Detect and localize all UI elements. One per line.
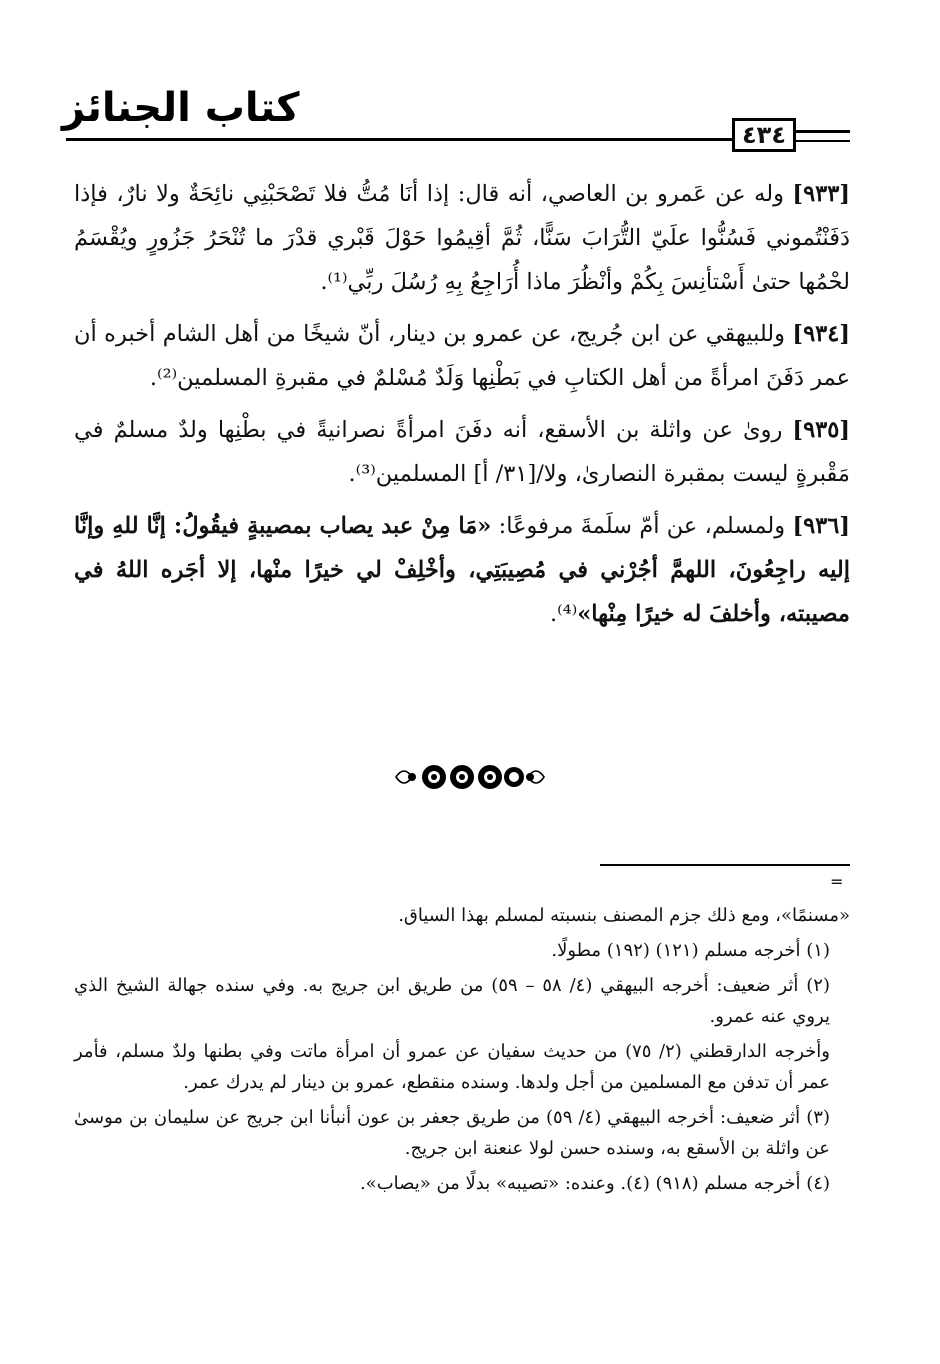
- main-text: [74, 172, 850, 644]
- paragraph-934: [74, 312, 850, 400]
- paragraph-933: [74, 172, 850, 304]
- footnote-continuation: «مسنمًا»، ومع ذلك جزم المصنف بنسبته لمسلم بهذا السياق.: [398, 905, 850, 926]
- footnote-3: (٣) أثر ضعيف: أخرجه البيهقي (٤/ ٥٩) من طريق جعفر بن عون أنبأنا ابن جريج عن سليمان بن موسىٰ عن واثلة بن الأسقع به، وسنده حسن لولا عنعنة ابن جريج.: [74, 1107, 830, 1159]
- footnote-marker: ⁽⁴⁾.: [549, 601, 578, 627]
- paragraph-text: وله عن عَمرو بن العاصي، أنه قال: إذا أنَا مُتُّ فلا تَصْحَبْنِي نائِحَةٌ ولا نارٌ، فإذا دَفَنْتُموني فَسُنُّوا علَيّ التُّرَابَ سَنًّا، ثُمَّ أقِيمُوا حَوْلَ قَبْري قدْرَ ما تُنْحَرُ جَزُورٍ ويُقْسَمُ لحْمُها حتىٰ أَسْتأنِسَ بِكُمْ وأنْظُرَ ماذا أُرَاجِعُ بِهِ رُسُلَ ربِّي⁽¹⁾.: [74, 181, 850, 295]
- footnote-2: (٢) أثر ضعيف: أخرجه البيهقي (٤/ ٥٨ – ٥٩) من طريق ابن جريج به. وفي سنده جهالة الشيخ الذي يروي عنه عمرو.: [74, 975, 830, 1027]
- hadith-number: [٩٣٤]: [792, 321, 850, 347]
- chapter-title: كتاب الجنائز: [62, 85, 300, 131]
- header-rule-right-lower: [796, 140, 850, 142]
- hadith-quote: «مَا مِنْ عبد يصاب بمصيبةٍ فيقُولُ: إنَّا للهِ وإنَّا إليه راجِعُونَ، اللهمَّ أجُرْني في مُصِيبَتِي، وأخْلِفْ لي خيرًا منْها، إلا أجَره اللهُ في مصيبته، وأخلفَ له خيرًا مِنْها»: [74, 513, 850, 627]
- footnote-4: (٤) أخرجه مسلم (٩١٨) (٤). وعنده: «تصيبه» بدلًا من «يصاب».: [359, 1173, 830, 1194]
- footnote-separator: [600, 864, 850, 866]
- ornament-divider-icon: [390, 760, 550, 794]
- header-rule-right: [796, 130, 850, 133]
- hadith-number: [٩٣٥]: [792, 417, 850, 443]
- hadith-number: [٩٣٣]: [792, 181, 850, 207]
- footnote-1: (١) أخرجه مسلم (١٢١) (١٩٢) مطولًا.: [551, 940, 830, 961]
- hadith-number: [٩٣٦]: [792, 513, 851, 539]
- paragraph-text: روىٰ عن واثلة بن الأسقع، أنه دفَنَ امرأةً نصرانيةً في بطْنِها ولدٌ مسلمٌ في مَقْبرةٍ ليست بمقبرة النصارىٰ، ولا/[٣١/ أ] المسلمين⁽³⁾.: [74, 417, 850, 487]
- footnote-2-continued: وأخرجه الدارقطني (٢/ ٧٥) من حديث سفيان عن عمرو أن امرأة ماتت وفي بطنها ولدٌ مسلم، فأمر عمر أن تدفن مع المسلمين من أجل ولدها. وسنده منقطع، عمرو بن دينار لم يدرك عمر.: [74, 1041, 830, 1093]
- paragraph-935: [74, 408, 850, 496]
- page-number: ٤٣٤: [732, 118, 796, 152]
- paragraph-936: [74, 504, 850, 636]
- header-rule: [66, 138, 734, 141]
- paragraph-text: وللبيهقي عن ابن جُريج، عن عمرو بن دينار، أنّ شيخًا من أهل الشام أخبره أن عمر دَفَنَ امرأةً من أهل الكتابِ في بَطْنِها وَلَدٌ مُسْلمٌ في مقبرةِ المسلمين⁽²⁾.: [74, 321, 850, 391]
- continuation-mark: =: [830, 872, 844, 891]
- paragraph-text: ولمسلم، عن أمّ سلَمةَ مرفوعًا:: [491, 513, 793, 539]
- footnotes: [74, 900, 850, 1203]
